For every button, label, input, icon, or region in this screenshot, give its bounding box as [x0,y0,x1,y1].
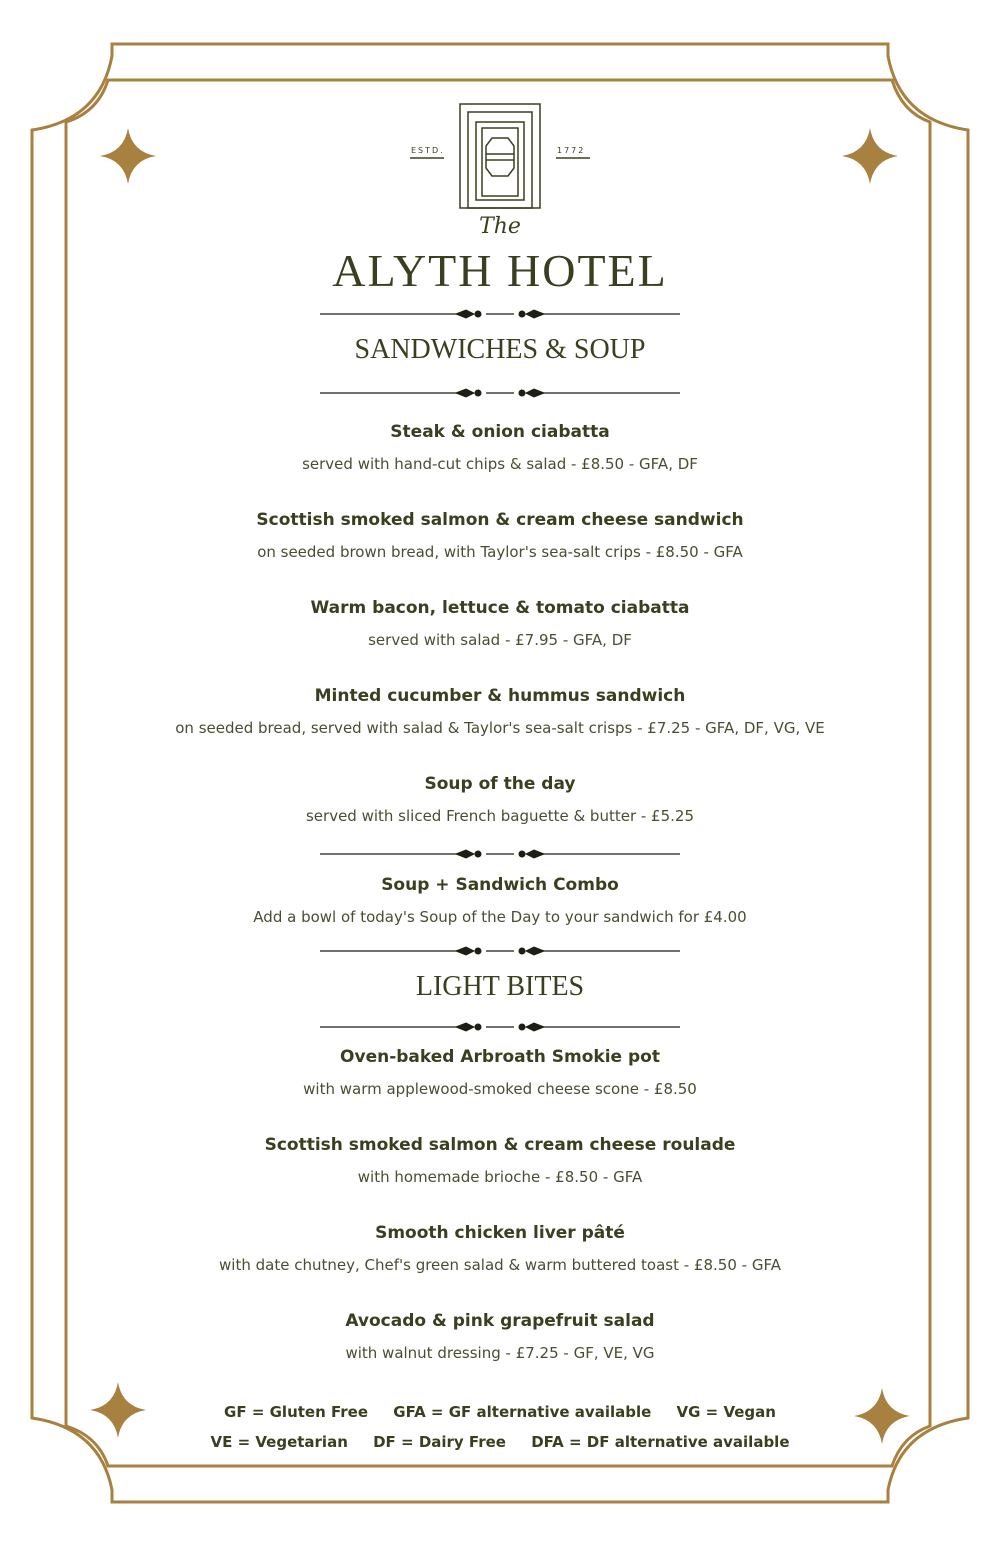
legend-item: VE = Vegetarian [210,1433,348,1451]
menu-item-desc: with date chutney, Chef's green salad & warm buttered toast - £8.50 - GFA [219,1256,781,1274]
hotel-name: ALYTH HOTEL [332,245,668,296]
star-icon [100,128,156,184]
menu-item-name: Oven-baked Arbroath Smokie pot [340,1047,660,1067]
combo-name: Soup + Sandwich Combo [381,875,619,895]
legend-item: GFA = GF alternative available [393,1403,652,1421]
section-title-sandwiches: SANDWICHES & SOUP [354,334,646,365]
menu-item-name: Avocado & pink grapefruit salad [345,1311,655,1331]
menu-item-name: Steak & onion ciabatta [390,422,610,442]
menu-item-desc: on seeded brown bread, with Taylor's sea-salt crips - £8.50 - GFA [257,543,743,561]
star-icon [842,128,898,184]
menu-item-name: Minted cucumber & hummus sandwich [314,686,686,706]
menu-item-desc: with homemade brioche - £8.50 - GFA [357,1168,643,1186]
menu-item-desc: served with hand-cut chips & salad - £8.50 - GFA, DF [302,455,698,473]
legend-item: GF = Gluten Free [224,1403,369,1421]
dietary-legend-row-1 [0,1403,1000,1421]
hotel-the: The [479,214,521,239]
menu-item-name: Scottish smoked salmon & cream cheese sandwich [256,510,744,530]
menu-item-name: Soup of the day [424,774,576,794]
established-year: 1772 [557,146,586,155]
menu-item-desc: with walnut dressing - £7.25 - GF, VE, VG [345,1344,655,1362]
established-label: ESTD. [411,146,445,155]
menu-item-desc: on seeded bread, served with salad & Taylor's sea-salt crisps - £7.25 - GFA, DF, VG, VE [175,719,825,737]
menu-item-desc: with warm applewood-smoked cheese scone - £8.50 [303,1080,697,1098]
menu-item-desc: served with salad - £7.95 - GFA, DF [368,631,632,649]
section-title-light-bites: LIGHT BITES [415,971,585,1002]
door-logo-icon [410,104,590,208]
legend-item: DF = Dairy Free [373,1433,506,1451]
ornament-divider [320,307,680,321]
dietary-legend-row-2 [0,1433,1000,1451]
legend-item: VG = Vegan [676,1403,776,1421]
menu-item-desc: served with sliced French baguette & butter - £5.25 [305,807,694,825]
menu-item-name: Scottish smoked salmon & cream cheese roulade [264,1135,736,1155]
legend-item: DFA = DF alternative available [531,1433,790,1451]
menu-item-name: Warm bacon, lettuce & tomato ciabatta [310,598,690,618]
ornament-divider [320,1020,680,1034]
ornament-divider [320,944,680,958]
ornament-divider [320,847,680,861]
ornament-divider [320,386,680,400]
menu-item-name: Smooth chicken liver pâté [375,1223,625,1243]
combo-desc: Add a bowl of today's Soup of the Day to your sandwich for £4.00 [253,908,747,926]
